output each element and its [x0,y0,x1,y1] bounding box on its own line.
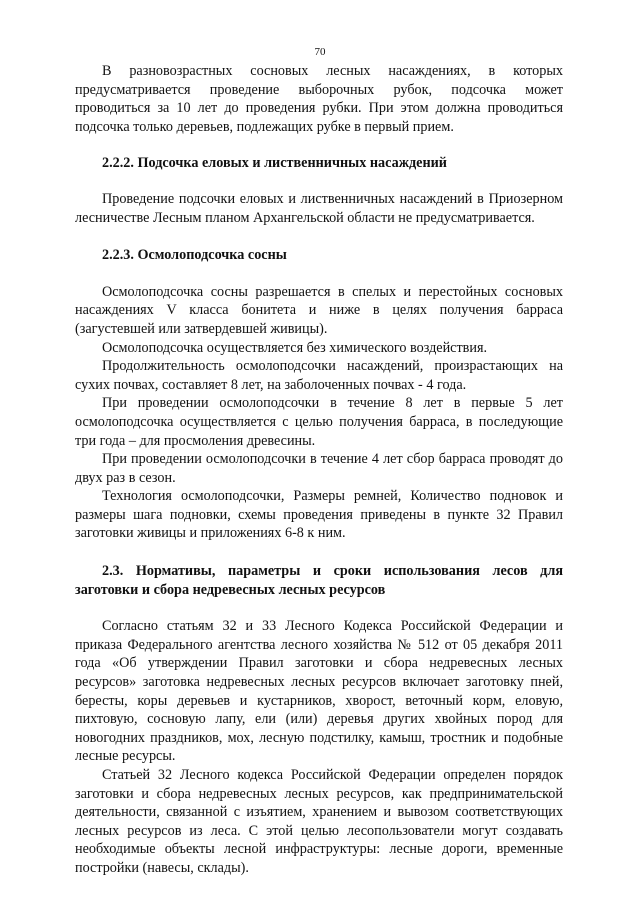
page-content [75,62,563,878]
section-2-2-3-paragraph: Продолжительность осмолоподсочки насаждений, произрастающих на сухих почвах, составляет 8 лет, на заболоченных почвах - 4 года. [75,358,563,393]
section-2-2-3-paragraph: Осмолоподсочка осуществляется без химического воздействия. [102,339,488,356]
section-2-2-3-paragraph: Осмолоподсочка сосны разрешается в спелых и перестойных сосновых насаждениях V класса бонитета и ниже в целях получения барраса (загустевшей или затвердевшей живицы). [75,283,563,337]
section-2-2-2-heading: 2.2.2. Подсочка еловых и лиственничных насаждений [102,155,447,172]
section-2-3-paragraph: Статьей 32 Лесного кодекса Российской Федерации определен порядок заготовки и сбора недревесных лесных ресурсов, как предпринимательской деятельности, связанной с изъятием, хранением и вывозом соответствующих лесных ресурсов из леса. С этой целью лесопользователи могут создавать необходимые объекты лесной инфраструктуры: лесные дороги, временные постройки (навесы, склады). [75,767,563,876]
section-2-3-paragraph: Согласно статьям 32 и 33 Лесного Кодекса Российской Федерации и приказа Федерального агентства лесного хозяйства № 512 от 05 декабря 2011 года «Об утверждении Правил заготовки и сбора недревесных лесных ресурсов» заготовка недревесных лесных ресурсов включает заготовку пней, бересты, коры деревьев и кустарников, хворост, веточный корм, еловую, пихтовую, сосновую лапу, ели (или) деревья других хвойных пород для новогодних праздников, мох, лесную подстилку, камыш, тростник и подобные лесные ресурсы. [75,618,563,765]
page-number: 70 [314,46,326,58]
intro-paragraph: В разновозрастных сосновых лесных насаждениях, в которых предусматривается проведение выборочных рубок, подсочка может проводиться за 10 лет до проведения рубки. При этом должна проводиться подсочка только деревьев, подлежащих рубке в первый прием. [75,63,563,135]
section-2-2-3-paragraph: При проведении осмолоподсочки в течение 8 лет в первые 5 лет осмолоподсочка осуществляется с целью получения барраса, в последующие три года – для просмоления древесины. [75,395,563,449]
section-2-2-2-paragraph: Проведение подсочки еловых и лиственничных насаждений в Приозерном лесничестве Лесным планом Архангельской области не предусматривается. [75,190,563,226]
section-2-2-3-heading: 2.2.3. Осмолоподсочка сосны [102,247,287,264]
section-2-3-heading: 2.3. Нормативы, параметры и сроки использования лесов для заготовки и сбора недревесных лесных ресурсов [75,563,563,598]
section-2-2-3-paragraph: Технология осмолоподсочки, Размеры ремней, Количество подновок и размеры шага подновки, схемы проведения приведены в пункте 32 Правил заготовки живицы и приложениях 6-8 к ним. [75,488,563,542]
section-2-2-3-paragraph: При проведении осмолоподсочки в течение 4 лет сбор барраса проводят до двух раз в сезон. [75,451,563,486]
